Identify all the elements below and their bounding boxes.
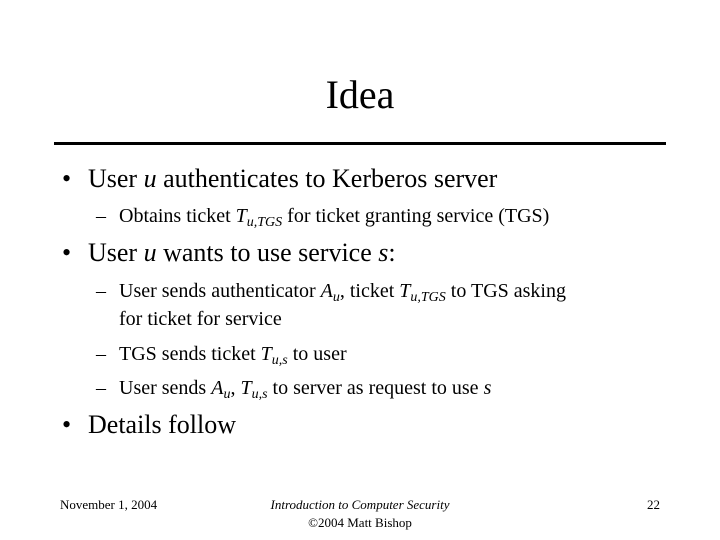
dash-marker: – (96, 377, 106, 399)
bullet-3-text: Details follow (88, 410, 237, 439)
footer-course: Introduction to Computer Security (270, 497, 450, 512)
bullet-1-sub-1-text: Obtains ticket $T_{u,TGS}$ for ticket granting service (TGS) (119, 205, 550, 231)
footer-date: November 1, 2004 (60, 497, 158, 512)
page-number: 22 (647, 497, 660, 512)
slide-title: Idea (325, 72, 395, 117)
bullet-2-sub-2-text: TGS sends ticket $T_{u,s}$ to user (119, 343, 347, 369)
bullet-2-sub-1-text: User sends authenticator $A_u$, ticket $T_{u,TGS}$ to TGS asking (119, 280, 566, 306)
dash-marker: – (96, 343, 106, 365)
bullet-marker: • (62, 164, 72, 193)
bullet-1-text: User u authenticates to Kerberos server (88, 164, 498, 193)
bullet-2-sub-3-text: User sends $A_u$, $T_{u,s}$ to server as request to use s (119, 377, 492, 403)
title-underline (54, 142, 666, 145)
slide: Idea • User u authenticates to Kerberos server – Obtains ticket $T_{u,TGS}$ for ticket granting service (TGS) • User u wants to use service s: – User sends authenticator $A_u$, ticket $T_{u,TGS}$ to TGS asking for ticket for service – TGS sends ticket $T_{u,s}$ to user – User sends $A_u$, $T_{u,s}$ to server as request to use s • Details follow November 1, 2004 Introduction to Computer Security ©2004 Matt Bishop 22 (0, 0, 720, 540)
bullet-marker: • (62, 238, 72, 267)
bullet-marker: • (62, 410, 72, 439)
bullet-2-text: User u wants to use service s: (88, 238, 396, 267)
dash-marker: – (96, 205, 106, 227)
dash-marker: – (96, 280, 106, 302)
footer-center (210, 496, 510, 532)
footer-copyright: ©2004 Matt Bishop (308, 515, 412, 530)
